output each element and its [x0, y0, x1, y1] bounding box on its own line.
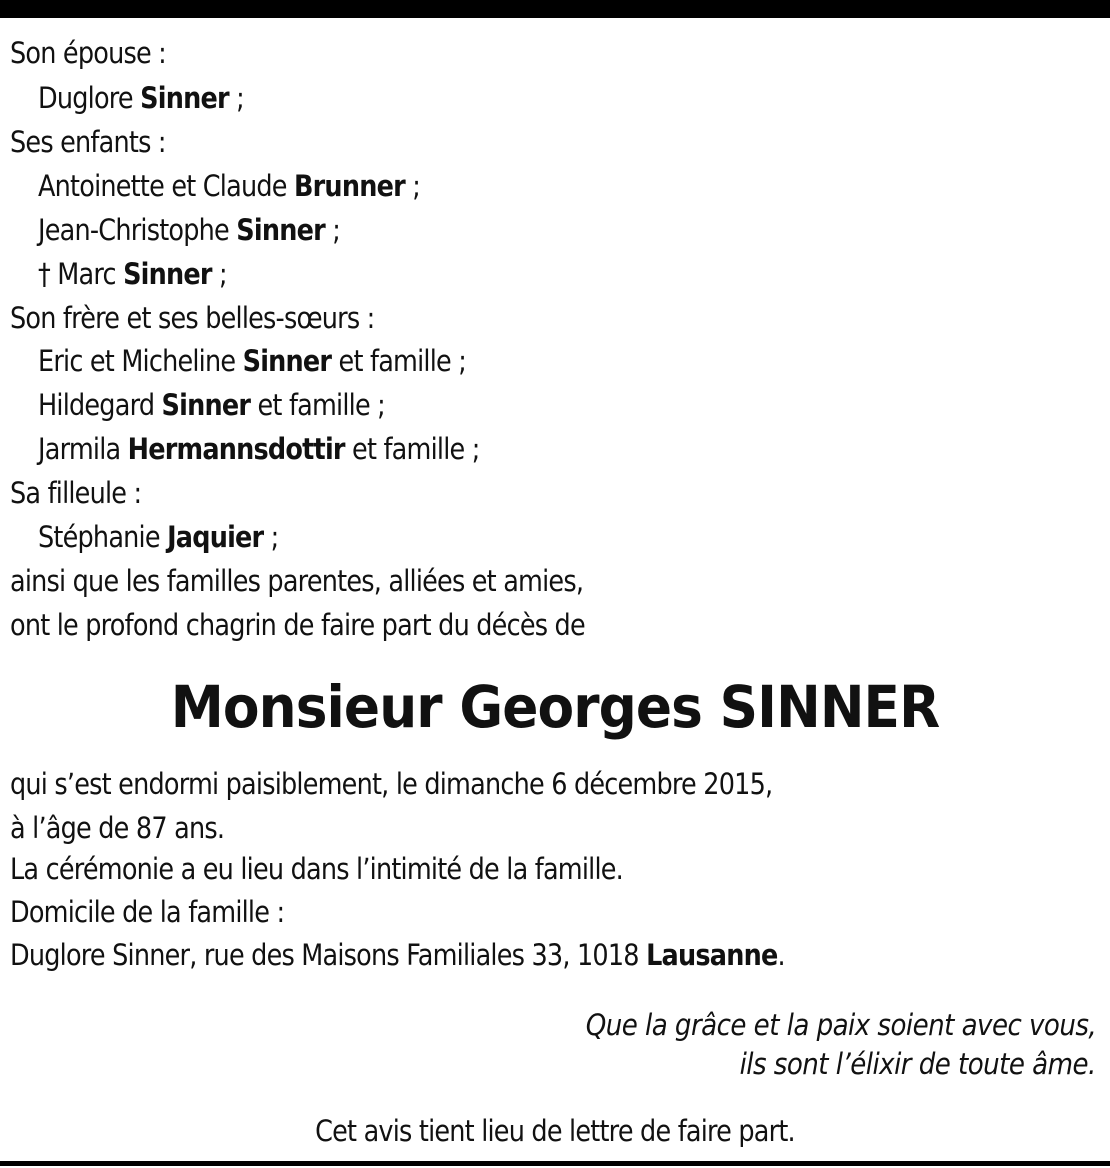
- sibling-line: [38, 431, 480, 467]
- suffix: et famille ;: [257, 388, 385, 422]
- child-line: [38, 256, 227, 292]
- spouse-line: [38, 80, 244, 116]
- age-line: à l’âge de 87 ans.: [10, 811, 225, 845]
- goddaughter-heading: Sa filleule :: [10, 476, 142, 510]
- given-names: Jarmila: [38, 432, 121, 466]
- surname: Sinner: [236, 213, 325, 247]
- surname: Sinner: [140, 81, 229, 115]
- address-line: [10, 937, 785, 973]
- deceased-name: Monsieur Georges SINNER: [170, 673, 940, 741]
- sibling-line: [38, 387, 385, 423]
- domicile-heading: Domicile de la famille :: [10, 895, 285, 929]
- surname: Hermannsdottir: [127, 432, 345, 466]
- sibling-line: [38, 343, 466, 379]
- surname: Brunner: [293, 169, 405, 203]
- given-names: Eric et Micheline: [38, 344, 236, 378]
- given-names: Duglore: [38, 81, 133, 115]
- address-end: .: [777, 938, 785, 972]
- passing-line: qui s’est endormi paisiblement, le dimanche 6 décembre 2015,: [10, 767, 773, 801]
- surname: Sinner: [242, 344, 332, 378]
- suffix: ;: [332, 213, 341, 247]
- top-rule: [0, 0, 1110, 18]
- notice-line: Cet avis tient lieu de lettre de faire part.: [315, 1114, 795, 1148]
- quote-line: ils sont l’élixir de toute âme.: [739, 1047, 1096, 1081]
- child-line: [38, 168, 420, 204]
- announcement-line: ont le profond chagrin de faire part du décès de: [10, 608, 585, 642]
- given-names: † Marc: [38, 257, 116, 291]
- given-names: Stéphanie: [38, 520, 160, 554]
- surname: Sinner: [123, 257, 212, 291]
- goddaughter-line: [38, 519, 278, 555]
- given-names: Hildegard: [38, 388, 155, 422]
- given-names: Antoinette et Claude: [38, 169, 287, 203]
- suffix: et famille ;: [352, 432, 480, 466]
- surname: Sinner: [161, 388, 251, 422]
- quote-line: Que la grâce et la paix soient avec vous,: [585, 1008, 1096, 1042]
- suffix: ;: [236, 81, 244, 115]
- surname: Jaquier: [167, 520, 264, 554]
- suffix: ;: [270, 520, 279, 554]
- children-heading: Ses enfants :: [10, 125, 166, 159]
- siblings-heading: Son frère et ses belles-sœurs :: [10, 301, 375, 335]
- relatives-line: ainsi que les familles parentes, alliées et amies,: [10, 564, 584, 598]
- address-text: Duglore Sinner, rue des Maisons Familiales 33, 1018: [10, 938, 639, 972]
- ceremony-line: La cérémonie a eu lieu dans l’intimité de la famille.: [10, 852, 623, 886]
- suffix: ;: [219, 257, 227, 291]
- bottom-rule: [0, 1161, 1110, 1166]
- child-line: [38, 212, 340, 248]
- suffix: et famille ;: [338, 344, 467, 378]
- spouse-heading: Son épouse :: [10, 36, 166, 70]
- suffix: ;: [412, 169, 421, 203]
- city: Lausanne: [646, 938, 778, 972]
- given-names: Jean-Christophe: [38, 213, 229, 247]
